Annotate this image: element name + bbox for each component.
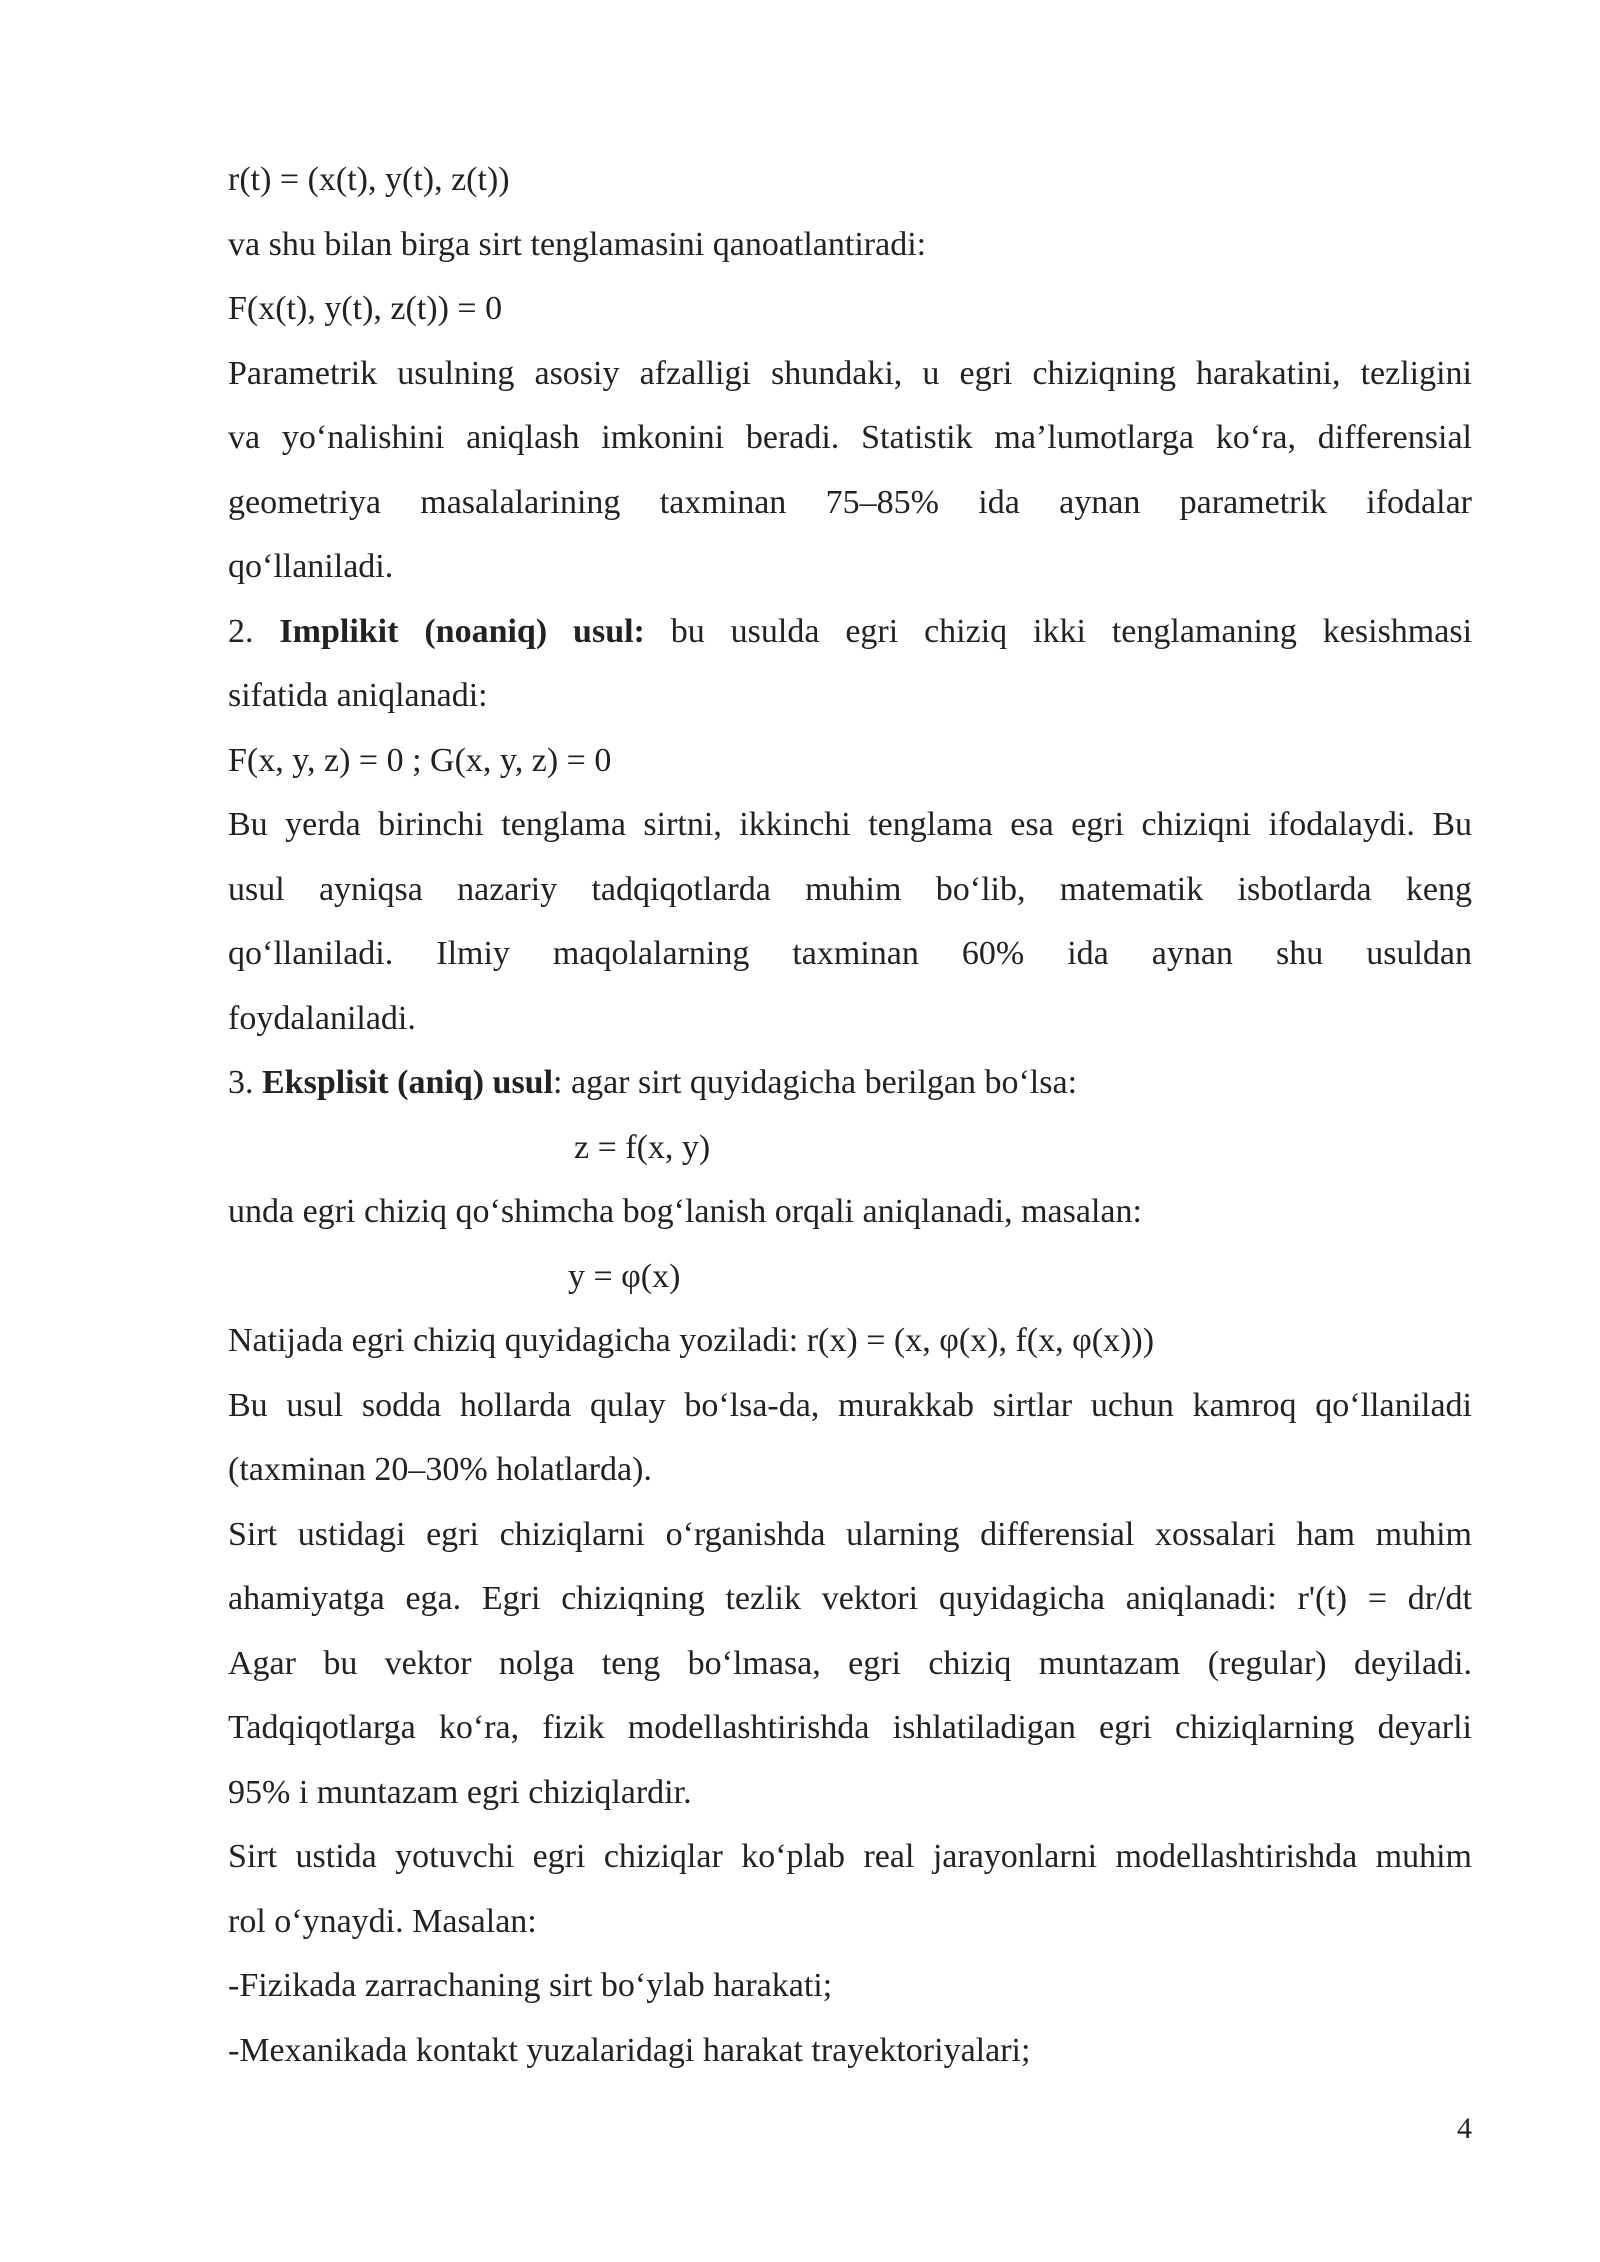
list-number: 2. [228,612,280,650]
formula-curve-parametric: r(t) = (x(t), y(t), z(t)) [228,161,510,198]
paragraph-line: rol o‘ynaydi. Masalan: [228,1902,537,1940]
paragraph-line: Bu usul sodda hollarda qulay bo‘lsa-da, murakkab sirtlar uchun kamroq qo‘llaniladi [228,1386,1472,1424]
list-item: -Fizikada zarrachaning sirt bo‘ylab harakati; [228,1967,833,2004]
paragraph-line: 95% i muntazam egri chiziqlardir. [228,1773,692,1811]
formula-constraint: y = φ(x) [568,1257,681,1295]
paragraph-line: geometriya masalalarining taxminan 75–85% ida aynan parametrik ifodalar [228,483,1472,521]
paragraph-line: sifatida aniqlanadi: [228,677,488,714]
method-title-implicit: Implikit (noaniq) usul: [279,612,645,650]
method-title-explicit: Eksplisit (aniq) usul [262,1064,554,1101]
list-item: -Mexanikada kontakt yuzalaridagi harakat trayektoriyalari; [228,2031,1031,2069]
formula-implicit: F(x, y, z) = 0 ; G(x, y, z) = 0 [228,741,612,779]
list-number: 3. [228,1064,262,1101]
paragraph-line: qo‘llaniladi. [228,548,394,585]
document-page [228,148,1472,2083]
paragraph-line: Tadqiqotlarga ko‘ra, fizik modellashtirishda ishlatiladigan egri chiziqlarning deyarli [228,1709,1472,1746]
paragraph-line: qo‘llaniladi. Ilmiy maqolalarning taxminan 60% ida aynan shu usuldan [228,935,1472,972]
paragraph-line: va yo‘nalishini aniqlash imkonini beradi. Statistik ma’lumotlarga ko‘ra, differensial [228,419,1472,456]
method-description: bu usulda egri chiziq ikki tenglamaning kesishmasi [644,612,1473,650]
paragraph-line: va shu bilan birga sirt tenglamasini qanoatlantiradi: [228,225,927,263]
paragraph-line: Parametrik usulning asosiy afzalligi shundaki, u egri chiziqning harakatini, tezligini [228,354,1472,392]
section-implicit-method [228,600,1472,665]
paragraph-line: ahamiyatga ega. Egri chiziqning tezlik vektori quyidagicha aniqlanadi: r'(t) = dr/dt [228,1580,1472,1617]
method-description: : agar sirt quyidagicha berilgan bo‘lsa: [553,1064,1078,1101]
paragraph-line: Sirt ustida yotuvchi egri chiziqlar ko‘plab real jarayonlarni modellashtirishda muhim [228,1838,1472,1875]
formula-surface-condition: F(x(t), y(t), z(t)) = 0 [228,290,503,327]
paragraph-line: (taxminan 20–30% holatlarda). [228,1451,652,1488]
paragraph-line: Natijada egri chiziq quyidagicha yoziladi: r(x) = (x, φ(x), f(x, φ(x))) [228,1322,1155,1359]
formula-explicit-surface: z = f(x, y) [574,1128,711,1166]
paragraph-line: usul ayniqsa nazariy tadqiqotlarda muhim bo‘lib, matematik isbotlarda keng [228,870,1472,908]
paragraph-line: Agar bu vektor nolga teng bo‘lmasa, egri chiziq muntazam (regular) deyiladi. [228,1644,1472,1682]
page-number: 4 [1457,2112,1472,2145]
paragraph-line: unda egri chiziq qo‘shimcha bog‘lanish orqali aniqlanadi, masalan: [228,1193,1142,1230]
paragraph-line: Bu yerda birinchi tenglama sirtni, ikkinchi tenglama esa egri chiziqni ifodalaydi. Bu [228,806,1472,843]
paragraph-line: Sirt ustidagi egri chiziqlarni o‘rganishda ularning differensial xossalari ham muhim [228,1515,1472,1553]
section-explicit-method [228,1051,1472,1116]
paragraph-line: foydalaniladi. [228,999,416,1037]
